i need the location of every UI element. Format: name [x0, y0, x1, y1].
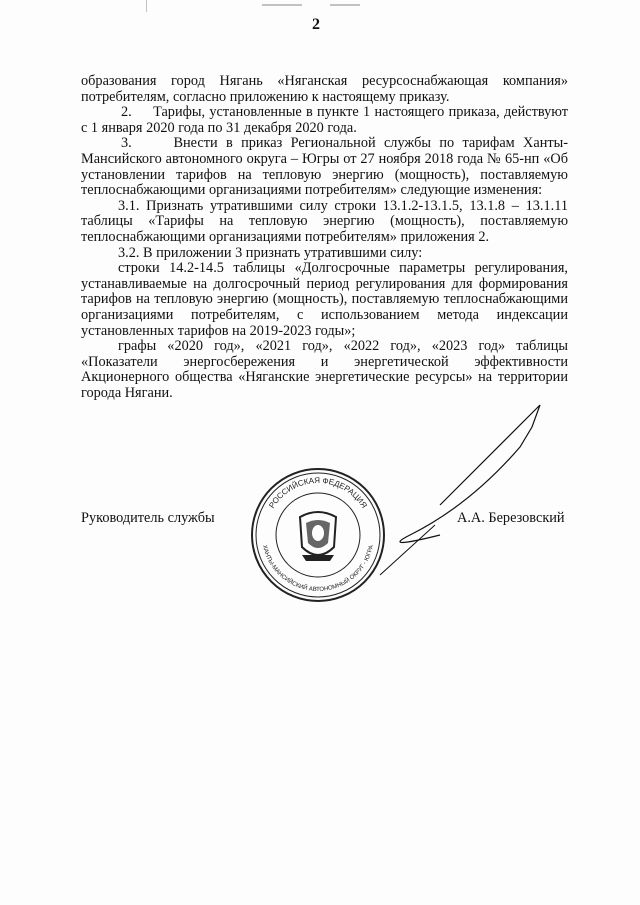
paragraph-item-3: 3. Внести в приказ Региональной службы по тарифам Ханты-Мансийского автономного округа – Югры от 27 ноября 2018 года № 65-нп «Об установлении тарифов на тепловую энергию (мощность), поставляемую теплоснабжающими организациями потребителям» следующие изменения:: [81, 135, 568, 199]
handwritten-signature: [320, 385, 560, 585]
paragraph-item-2: 2. Тарифы, установленные в пункте 1 настоящего приказа, действуют с 1 января 2020 года по 31 декабря 2020 года.: [81, 104, 568, 136]
stamp-bottom-text: ХАНТЫ-МАНСИЙСКИЙ АВТОНОМНЫЙ ОКРУГ - ЮГРА: [260, 544, 376, 594]
paragraph-continuation: образования город Нягань «Няганская ресурсоснабжающая компания» потребителям, согласно приложению к настоящему приказу.: [81, 73, 568, 105]
scan-artifact: [330, 4, 360, 6]
page-number: 2: [312, 16, 320, 33]
stamp-top-text: РОССИЙСКАЯ ФЕДЕРАЦИЯ: [267, 475, 369, 510]
paragraph-item-3-1: 3.1. Признать утратившими силу строки 13.1.2-13.1.5, 13.1.8 – 13.1.11 таблицы «Тарифы на тепловую энергию (мощность), поставляемую теплоснабжающими организациями потребителям» приложения 2.: [81, 197, 568, 245]
paragraph-item-3-2: 3.2. В приложении 3 признать утратившими силу:: [118, 244, 423, 261]
signature-name: А.А. Березовский: [457, 510, 565, 526]
scan-artifact: [262, 4, 302, 6]
scan-artifact: [146, 0, 147, 12]
paragraph-rows: строки 14.2-14.5 таблицы «Долгосрочные параметры регулирования, устанавливаемые на долгосрочный период регулирования для формирования тарифов на тепловую энергию (мощность), поставляемую теплоснабжающими организациями потребителям, с использованием метода индексации установленных тарифов на 2019-2023 годы»;: [81, 260, 568, 339]
paragraph-columns: графы «2020 год», «2021 год», «2022 год», «2023 год» таблицы «Показатели энергосбережения и энергетической эффективности Акционерного общества «Няганские энергетические ресурсы» на территории города Нягани.: [81, 338, 568, 401]
body-text: [81, 74, 568, 401]
signature-position: Руководитель службы: [81, 510, 215, 526]
